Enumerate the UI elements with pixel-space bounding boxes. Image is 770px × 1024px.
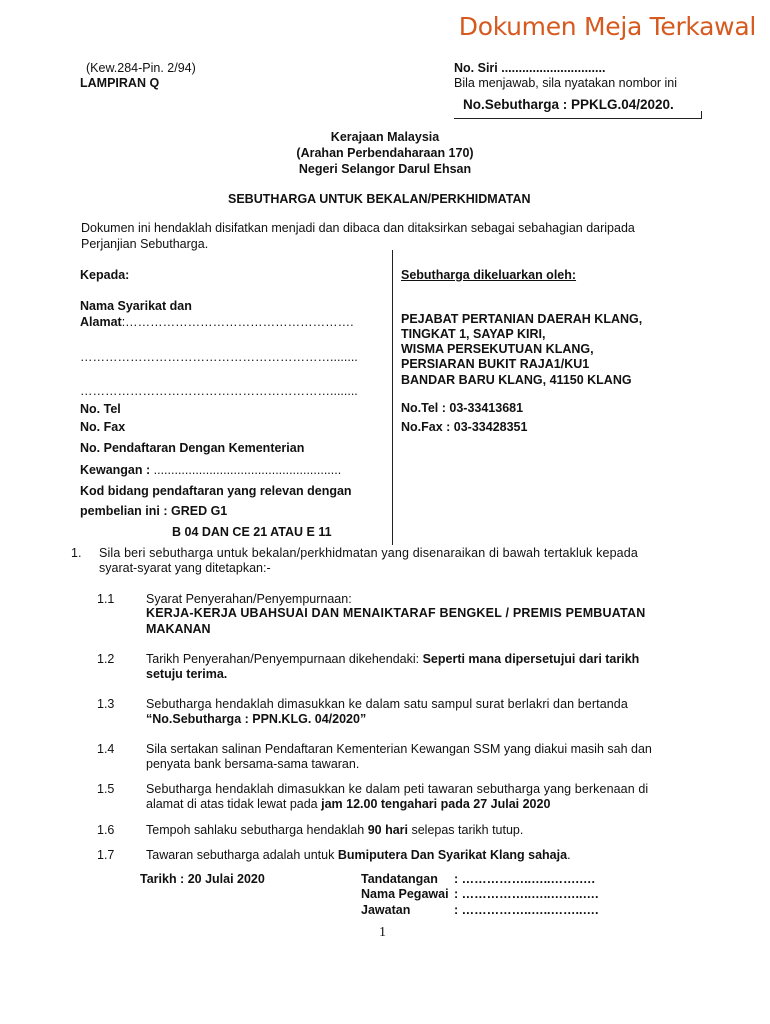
negeri-selangor: Negeri Selangor Darul Ehsan [298,162,472,176]
item-1-2-line-1 [146,652,639,666]
item-1-1-line-1: Syarat Penyerahan/Penyempurnaan: [146,592,352,606]
item-1-6-days: 90 hari [367,823,408,837]
issuer-address-1: PEJABAT PERTANIAN DAERAH KLANG, [401,312,643,326]
item-1-7-text-c: . [567,848,571,862]
nama-pegawai-label: Nama Pegawai [361,887,449,901]
section-1-line-2: syarat-syarat yang ditetapkan:- [99,561,271,575]
kerajaan-malaysia: Kerajaan Malaysia [330,130,440,144]
no-fax-label: No. Fax [80,420,126,434]
intro-line-1: Dokumen ini hendaklah disifatkan menjadi dan dibaca dan ditaksirkan sebagai sebahagian daripada [81,221,635,235]
kew-reference: (Kew.284-Pin. 2/94) [86,61,196,75]
section-1-number: 1. [71,546,82,560]
bila-menjawab: Bila menjawab, sila nyatakan nombor ini [454,76,678,90]
alamat-dots-line-2[interactable]: ……………………………………………………........ [80,384,358,398]
kod-bidang-label: Kod bidang pendaftaran yang relevan dengan [80,484,352,498]
item-1-1-line-2: KERJA-KERJA UBAHSUAI DAN MENAIKTARAF BENGKEL / PREMIS PEMBUATAN [146,606,646,620]
document-heading: SEBUTHARGA UNTUK BEKALAN/PERKHIDMATAN [228,192,531,206]
jawatan-field[interactable]: : ……………..…..……..…. [454,903,599,917]
issuer-fax: No.Fax : 03-33428351 [401,420,528,434]
jawatan-label: Jawatan [361,903,411,917]
item-1-6-text-a: Tempoh sahlaku sebutharga hendaklah [146,823,368,837]
intro-line-2: Perjanjian Sebutharga. [81,237,209,251]
alamat-field[interactable] [80,315,354,329]
item-1-5-line-1: Sebutharga hendaklah dimasukkan ke dalam peti tawaran sebutharga yang berkenaan di [146,782,649,796]
pembelian-gred: pembelian ini : GRED G1 [80,504,228,518]
item-1-2-bold: Seperti mana dipersetujui dari tarikh [422,652,640,666]
item-1-6-text-c: selepas tarikh tutup. [408,823,524,837]
issuer-address-3: WISMA PERSEKUTUAN KLANG, [401,342,594,356]
lampiran-label: LAMPIRAN Q [80,76,160,90]
tandatangan-label: Tandatangan [361,872,438,886]
item-1-7-number: 1.7 [97,848,115,862]
item-1-1-number: 1.1 [97,592,115,606]
section-1-line-1: Sila beri sebutharga untuk bekalan/perkhidmatan yang disenaraikan di bawah tertakluk kepada [99,546,638,560]
page-number: 1 [379,925,386,940]
item-1-6-number: 1.6 [97,823,115,837]
item-1-2-text: Tarikh Penyerahan/Penyempurnaan dikehendaki: [146,652,423,666]
issuer-tel: No.Tel : 03-33413681 [401,401,524,415]
no-sebutharga: No.Sebutharga : PPKLG.04/2020. [463,97,674,112]
tarikh: Tarikh : 20 Julai 2020 [140,872,265,886]
kepada-label: Kepada: [80,268,130,282]
item-1-5-deadline: jam 12.00 tengahari pada 27 Julai 2020 [321,797,551,811]
kod-gred: B 04 DAN CE 21 ATAU E 11 [172,525,332,539]
no-pendaftaran-label: No. Pendaftaran Dengan Kementerian [80,441,305,455]
tandatangan-field[interactable]: : ……………..…..…….…. [454,872,595,886]
item-1-5-number: 1.5 [97,782,115,796]
item-1-6-line-1 [146,823,523,837]
watermark-text: Dokumen Meja Terkawal [458,12,756,41]
alamat-dots: :………………………………………………. [121,315,354,329]
item-1-3-line-2: “No.Sebutharga : PPN.KLG. 04/2020” [146,712,367,726]
arahan-perbendaharaan: (Arahan Perbendaharaan 170) [296,146,474,160]
item-1-2-number: 1.2 [97,652,115,666]
item-1-3-number: 1.3 [97,697,115,711]
column-divider [392,250,393,545]
item-1-4-line-1: Sila sertakan salinan Pendaftaran Kementerian Kewangan SSM yang diakui masih sah dan [146,742,652,756]
item-1-5-text: alamat di atas tidak lewat pada [146,797,322,811]
issuer-address-5: BANDAR BARU KLANG, 41150 KLANG [401,373,632,387]
alamat-label: Alamat [80,315,122,329]
issuer-address-2: TINGKAT 1, SAYAP KIRI, [401,327,546,341]
no-tel-label: No. Tel [80,402,121,416]
item-1-5-line-2 [146,797,550,811]
item-1-1-line-3: MAKANAN [146,622,211,636]
kewangan-label: Kewangan : [80,463,151,477]
kewangan-field[interactable] [80,463,341,477]
issuer-address-4: PERSIARAN BUKIT RAJA1/KU1 [401,357,590,371]
nama-syarikat-label: Nama Syarikat dan [80,299,192,313]
dikeluarkan-oleh-heading: Sebutharga dikeluarkan oleh: [401,268,577,282]
item-1-4-number: 1.4 [97,742,115,756]
sebutharga-box-line [454,118,702,119]
item-1-2-line-2: setuju terima. [146,667,228,681]
no-siri: No. Siri .............................. [454,61,606,75]
kewangan-dots: ...................................................... [153,463,342,477]
nama-pegawai-field[interactable]: : ……………..…..……..…. [454,887,599,901]
item-1-7-line-1 [146,848,571,862]
item-1-4-line-2: penyata bank bersama-sama tawaran. [146,757,360,771]
item-1-7-eligibility: Bumiputera Dan Syarikat Klang sahaja [337,848,568,862]
sebutharga-box-tick [701,111,702,119]
item-1-7-text-a: Tawaran sebutharga adalah untuk [146,848,338,862]
alamat-dots-line-1[interactable]: ……………………………………………………........ [80,350,358,364]
item-1-3-line-1: Sebutharga hendaklah dimasukkan ke dalam satu sampul surat berlakri dan bertanda [146,697,628,711]
